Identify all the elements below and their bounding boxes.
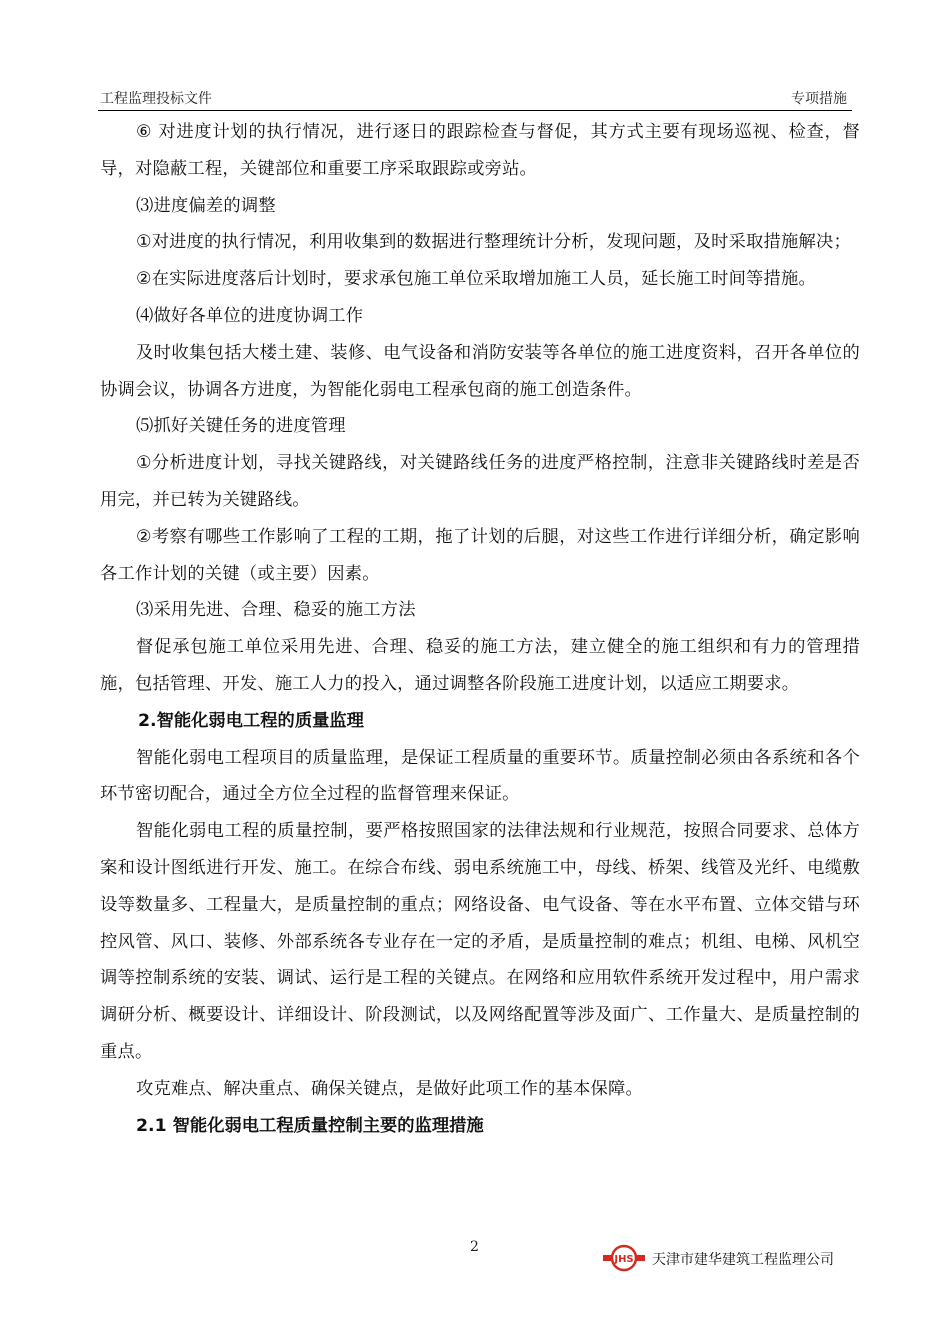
paragraph-item-6: ⑥ 对进度计划的执行情况，进行逐日的跟踪检查与督促，其方式主要有现场巡视、检查，督导，对隐蔽工程，关键部位和重要工序采取跟踪或旁站。 bbox=[100, 122, 860, 179]
subheading-coordination: ⑷做好各单位的进度协调工作 bbox=[136, 305, 364, 326]
page-number: 2 bbox=[470, 1239, 479, 1255]
logo-text: JHS bbox=[614, 1254, 634, 1265]
company-name: 天津市建华建筑工程监理公司 bbox=[652, 1252, 834, 1268]
section-heading-quality: 2.智能化弱电工程的质量监理 bbox=[138, 710, 364, 731]
document-body bbox=[100, 114, 860, 1144]
paragraph-quality-3: 攻克难点、解决重点、确保关键点，是做好此项工作的基本保障。 bbox=[136, 1078, 643, 1099]
subheading-key-tasks: ⑸抓好关键任务的进度管理 bbox=[136, 416, 346, 437]
paragraph-coordination: 及时收集包括大楼土建、装修、电气设备和消防安装等各单位的施工进度资料，召开各单位的协调会议，协调各方进度，为智能化弱电工程承包商的施工创造条件。 bbox=[100, 342, 860, 400]
header-section: 专项措施 bbox=[791, 91, 847, 107]
paragraph-key-tasks-2: ②考察有哪些工作影响了工程的工期，拖了计划的后腿，对这些工作进行详细分析，确定影响各工作计划的关键（或主要）因素。 bbox=[100, 526, 860, 584]
subheading-progress-deviation: ⑶进度偏差的调整 bbox=[136, 195, 276, 216]
paragraph-quality-2: 智能化弱电工程的质量控制，要严格按照国家的法律法规和行业规范，按照合同要求、总体方案和设计图纸进行开发、施工。在综合布线、弱电系统施工中，母线、桥架、线管及光纤、电缆敷设等数量多、工程量大，是质量控制的重点；网络设备、电气设备、等在水平布置、立体交错与环控风管、风口、装修、外部系统各专业存在一定的矛盾，是质量控制的难点；机组、电梯、风机空调等控制系统的安装、调试、运行是工程的关键点。在网络和应用软件系统开发过程中，用户需求调研分析、概要设计、详细设计、阶段测试，以及网络配置等涉及面广、工作量大、是质量控制的重点。 bbox=[100, 821, 860, 1062]
paragraph-deviation-1: ①对进度的执行情况，利用收集到的数据进行整理统计分析，发现问题，及时采取措施解决； bbox=[136, 232, 851, 253]
paragraph-key-tasks-1: ①分析进度计划，寻找关键路线，对关键路线任务的进度严格控制，注意非关键路线时差是否用完，并已转为关键路线。 bbox=[100, 453, 860, 510]
paragraph-quality-1: 智能化弱电工程项目的质量监理，是保证工程质量的重要环节。质量控制必须由各系统和各个环节密切配合，通过全方位全过程的监督管理来保证。 bbox=[100, 747, 860, 805]
company-logo-icon bbox=[603, 1243, 645, 1273]
section-heading-2-1: 2.1 智能化弱电工程质量控制主要的监理措施 bbox=[136, 1115, 484, 1136]
header-rule bbox=[98, 110, 852, 111]
paragraph-deviation-2: ②在实际进度落后计划时，要求承包施工单位采取增加施工人员，延长施工时间等措施。 bbox=[136, 269, 816, 290]
paragraph-methods: 督促承包施工单位采用先进、合理、稳妥的施工方法，建立健全的施工组织和有力的管理措施，包括管理、开发、施工人力的投入，通过调整各阶段施工进度计划，以适应工期要求。 bbox=[100, 637, 860, 694]
header-title: 工程监理投标文件 bbox=[100, 91, 212, 107]
subheading-methods: ⑶采用先进、合理、稳妥的施工方法 bbox=[136, 600, 416, 621]
